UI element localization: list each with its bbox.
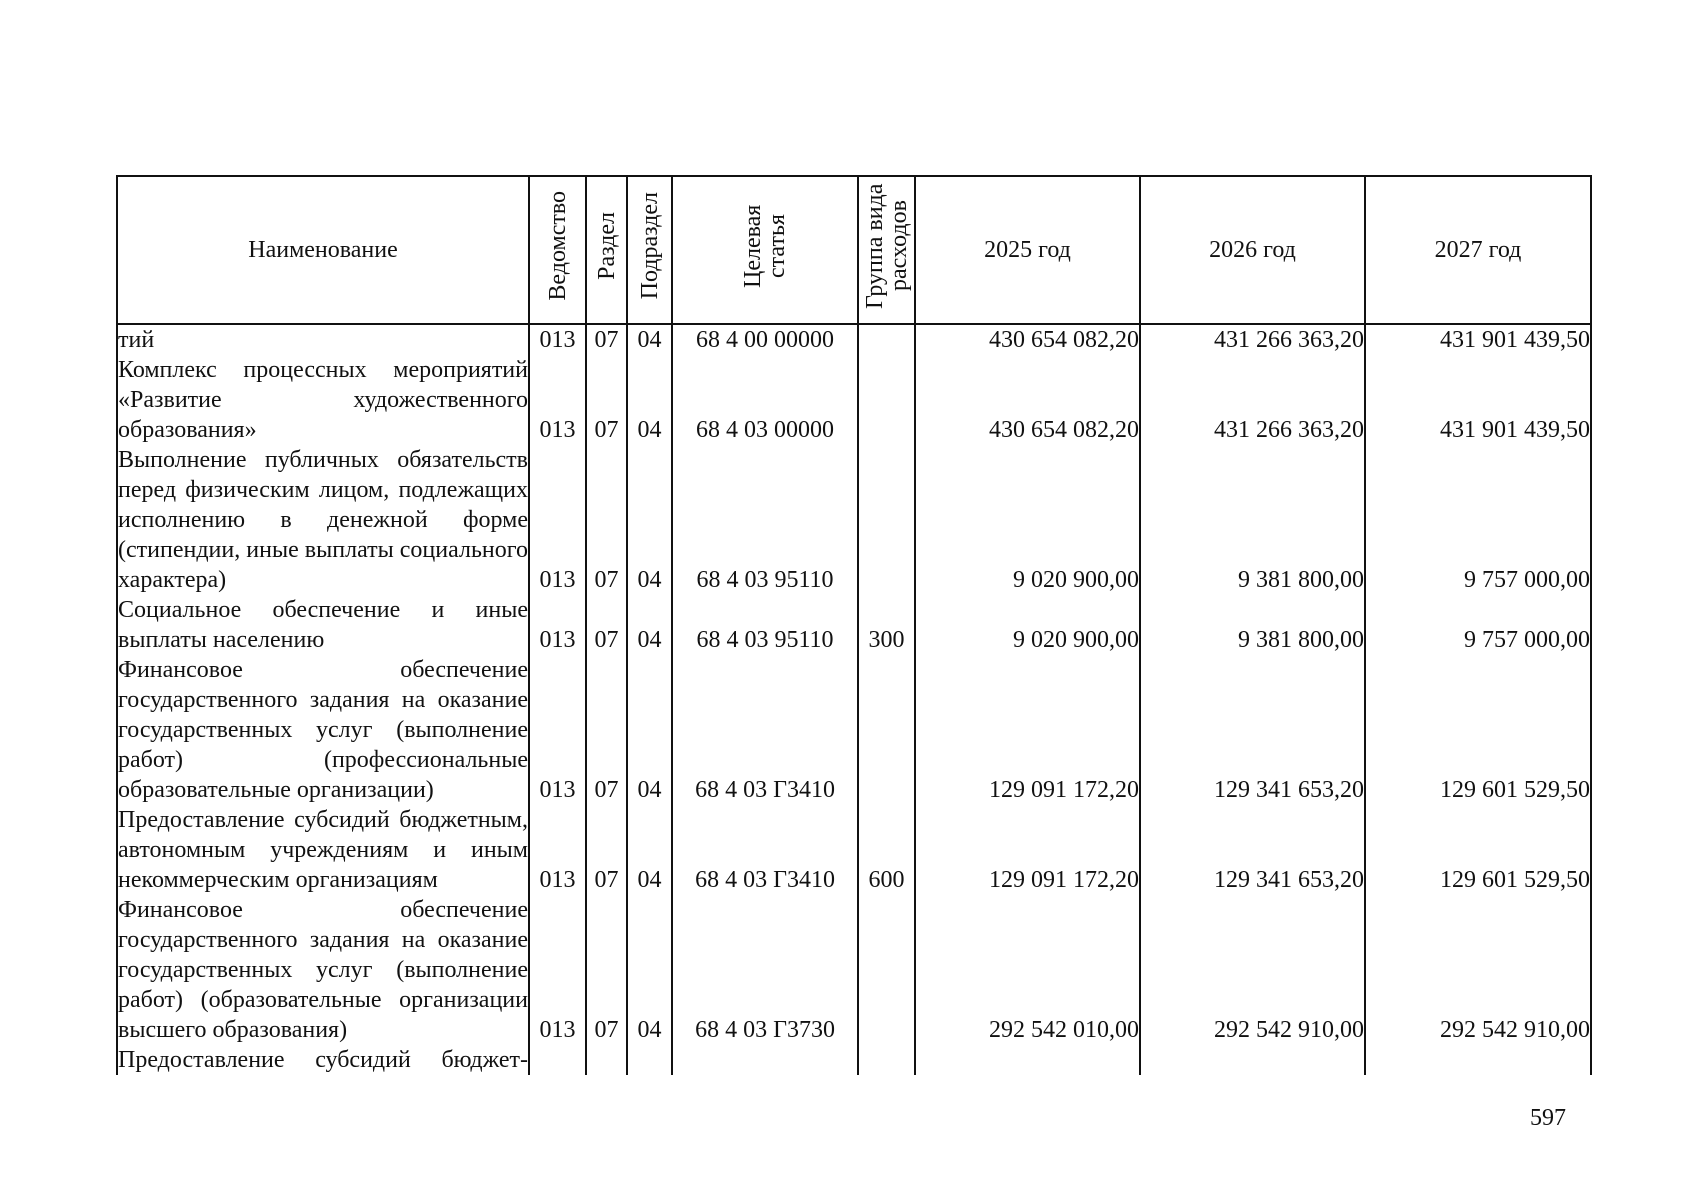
page-number: 597 xyxy=(1530,1105,1566,1131)
row-name: Комплекс процессных мероприятий «Развитие художественного образования» xyxy=(118,357,528,443)
row-gruppa-vida xyxy=(858,445,915,595)
row-podrazdel: 04 xyxy=(627,805,672,895)
row-podrazdel: 04 xyxy=(627,595,672,655)
row-amount-2027 xyxy=(1365,1045,1591,1075)
row-tselevaya-statya: 68 4 03 95110 xyxy=(672,445,858,595)
row-tselevaya-statya: 68 4 03 95110 xyxy=(672,595,858,655)
header-gruppa-vida-raskhodov: Группа вида расходов xyxy=(858,176,915,324)
header-vedomstvo: Ведомство xyxy=(529,176,586,324)
row-name: Предоставление субсидий бюджетным, автономным учреждениям и иным некоммерческим организациям xyxy=(118,807,528,893)
row-razdel: 07 xyxy=(586,324,627,355)
row-razdel: 07 xyxy=(586,805,627,895)
table-row xyxy=(117,655,1591,805)
row-amount-2026: 292 542 910,00 xyxy=(1140,895,1365,1045)
row-gruppa-vida: 300 xyxy=(858,595,915,655)
row-amount-2026: 9 381 800,00 xyxy=(1140,445,1365,595)
row-gruppa-vida xyxy=(858,655,915,805)
row-name: тий xyxy=(117,324,529,355)
row-amount-2026: 431 266 363,20 xyxy=(1140,355,1365,445)
row-amount-2026 xyxy=(1140,1045,1365,1075)
row-razdel: 07 xyxy=(586,355,627,445)
header-razdel: Раздел xyxy=(586,176,627,324)
row-podrazdel: 04 xyxy=(627,655,672,805)
row-podrazdel: 04 xyxy=(627,895,672,1045)
table-row xyxy=(117,324,1591,355)
table-header-row xyxy=(117,176,1591,324)
row-tselevaya-statya xyxy=(672,1045,858,1075)
row-gruppa-vida xyxy=(858,895,915,1045)
row-razdel: 07 xyxy=(586,655,627,805)
row-vedomstvo: 013 xyxy=(529,805,586,895)
row-razdel: 07 xyxy=(586,445,627,595)
row-amount-2027: 129 601 529,50 xyxy=(1365,655,1591,805)
row-name: Социальное обеспечение и иные выплаты населению xyxy=(118,597,528,653)
row-razdel xyxy=(586,1045,627,1075)
row-amount-2026: 431 266 363,20 xyxy=(1140,324,1365,355)
row-podrazdel xyxy=(627,1045,672,1075)
row-amount-2025: 9 020 900,00 xyxy=(915,445,1140,595)
row-vedomstvo: 013 xyxy=(529,895,586,1045)
row-name: Финансовое обеспечение государственного задания на оказание государственных услуг (выполнение работ) (профессиональные образовательные организации) xyxy=(118,657,528,803)
header-name: Наименование xyxy=(117,176,529,324)
row-podrazdel: 04 xyxy=(627,445,672,595)
row-amount-2026: 9 381 800,00 xyxy=(1140,595,1365,655)
row-vedomstvo: 013 xyxy=(529,655,586,805)
row-vedomstvo xyxy=(529,1045,586,1075)
row-amount-2025: 430 654 082,20 xyxy=(915,355,1140,445)
table-row xyxy=(117,595,1591,655)
header-podrazdel: Подраздел xyxy=(627,176,672,324)
row-amount-2027: 9 757 000,00 xyxy=(1365,445,1591,595)
header-year-2027: 2027 год xyxy=(1365,176,1591,324)
row-tselevaya-statya: 68 4 03 00000 xyxy=(672,355,858,445)
table-row xyxy=(117,805,1591,895)
row-amount-2026: 129 341 653,20 xyxy=(1140,805,1365,895)
table-row xyxy=(117,355,1591,445)
row-gruppa-vida xyxy=(858,355,915,445)
header-tselevaya-statya: Целевая статья xyxy=(672,176,858,324)
row-amount-2027: 9 757 000,00 xyxy=(1365,595,1591,655)
table-row xyxy=(117,895,1591,1045)
table-row-continued xyxy=(117,1045,1591,1075)
row-razdel: 07 xyxy=(586,895,627,1045)
row-vedomstvo: 013 xyxy=(529,355,586,445)
row-tselevaya-statya: 68 4 03 Г3410 xyxy=(672,805,858,895)
row-podrazdel: 04 xyxy=(627,355,672,445)
header-year-2026: 2026 год xyxy=(1140,176,1365,324)
row-name: Выполнение публичных обязательств перед физическим лицом, подлежащих исполнению в денежной форме (стипендии, иные выплаты социального характера) xyxy=(118,447,528,593)
row-razdel: 07 xyxy=(586,595,627,655)
row-amount-2027: 431 901 439,50 xyxy=(1365,355,1591,445)
row-name: Финансовое обеспечение государственного задания на оказание государственных услуг (выполнение работ) (образовательные организации высшего образования) xyxy=(118,897,528,1043)
row-amount-2025: 129 091 172,20 xyxy=(915,655,1140,805)
row-amount-2027: 431 901 439,50 xyxy=(1365,324,1591,355)
row-amount-2025: 129 091 172,20 xyxy=(915,805,1140,895)
row-amount-2027: 292 542 910,00 xyxy=(1365,895,1591,1045)
row-amount-2026: 129 341 653,20 xyxy=(1140,655,1365,805)
row-vedomstvo: 013 xyxy=(529,595,586,655)
row-gruppa-vida: 600 xyxy=(858,805,915,895)
row-tselevaya-statya: 68 4 00 00000 xyxy=(672,324,858,355)
row-vedomstvo: 013 xyxy=(529,324,586,355)
row-amount-2025: 430 654 082,20 xyxy=(915,324,1140,355)
row-amount-2027: 129 601 529,50 xyxy=(1365,805,1591,895)
row-amount-2025 xyxy=(915,1045,1140,1075)
row-vedomstvo: 013 xyxy=(529,445,586,595)
row-podrazdel: 04 xyxy=(627,324,672,355)
row-gruppa-vida xyxy=(858,1045,915,1075)
row-tselevaya-statya: 68 4 03 Г3410 xyxy=(672,655,858,805)
header-year-2025: 2025 год xyxy=(915,176,1140,324)
row-amount-2025: 292 542 010,00 xyxy=(915,895,1140,1045)
table-row xyxy=(117,445,1591,595)
budget-table xyxy=(116,175,1592,1075)
row-amount-2025: 9 020 900,00 xyxy=(915,595,1140,655)
row-name: Предоставление субсидий бюджет- xyxy=(118,1047,528,1073)
row-gruppa-vida xyxy=(858,324,915,355)
row-tselevaya-statya: 68 4 03 Г3730 xyxy=(672,895,858,1045)
